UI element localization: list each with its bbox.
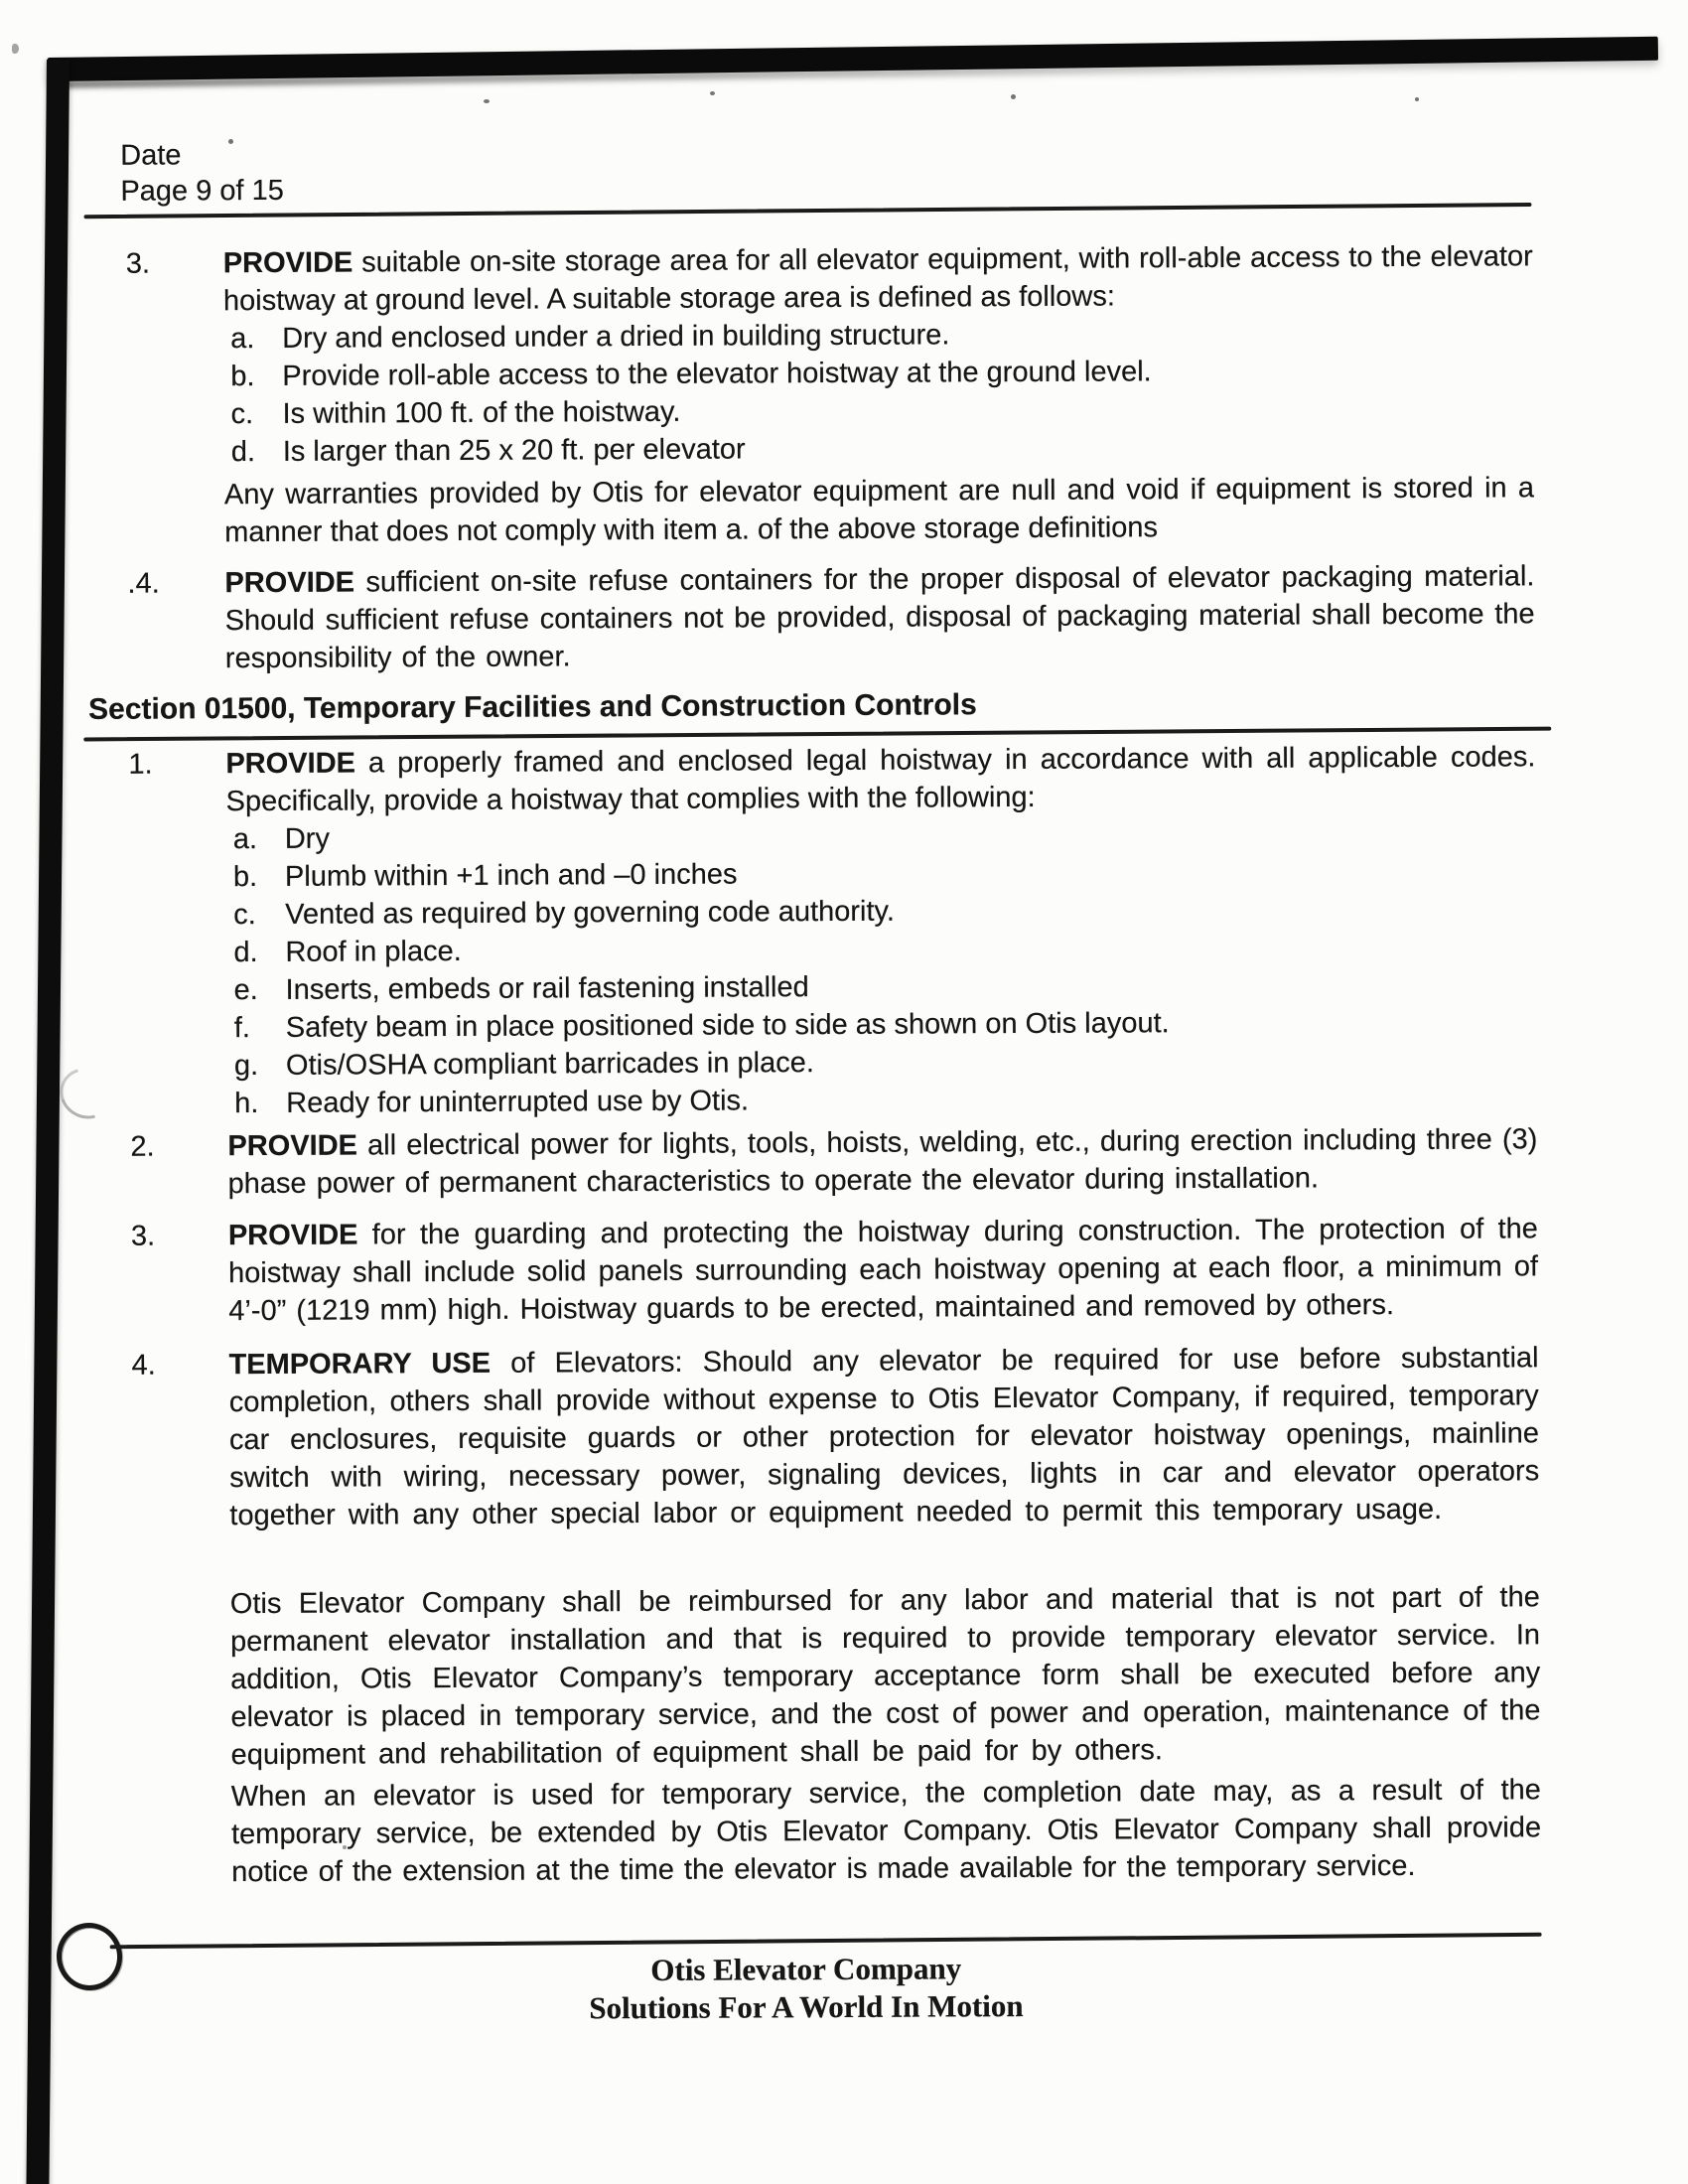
header-rule xyxy=(84,203,1532,218)
section-item-3 xyxy=(126,1210,1539,1330)
sub-item-b: b. Provide roll-able access to the elevator hoistway at the ground level. xyxy=(230,356,1152,393)
list-item-lead: PROVIDE xyxy=(222,246,353,280)
list-item-number: 2. xyxy=(130,1130,155,1163)
list-item-number: 1. xyxy=(128,748,153,781)
section-item-2 xyxy=(125,1120,1537,1203)
sub-item-d: d. Roof in place. xyxy=(233,935,462,969)
list-item-lead: PROVIDE xyxy=(227,1219,358,1252)
scan-edge-left xyxy=(26,60,70,2184)
temporary-service-paragraph: When an elevator is used for temporary service, the completion date may, as a result of the temporary service, be extended by Otis Elevator Company. Otis Elevator Company shall provide notice of the extension at the time the elevator is made available for the temporary service. xyxy=(230,1774,1542,1889)
sub-item-d: d. Is larger than 25 x 20 ft. per elevator xyxy=(230,433,746,469)
footer-rule xyxy=(110,1933,1542,1950)
sub-item-f: f. Safety beam in place positioned side to side as shown on Otis layout. xyxy=(233,1007,1170,1045)
sub-item-h: h. Ready for uninterrupted use by Otis. xyxy=(234,1085,750,1120)
sub-item-b: b. Plumb within +1 inch and –0 inches xyxy=(232,858,738,894)
section-item-4 xyxy=(126,1339,1539,1534)
header-date-label: Date xyxy=(120,139,182,172)
warranty-note: Any warranties provided by Otis for elevator equipment are null and void if equipment is stored in a manner that does not comply with item a. of the above storage definitions xyxy=(223,472,1535,549)
list-item-text: PROVIDE for the guarding and protecting the hoistway during construction. The protection of the hoistway shall include solid panels surrounding each hoistway opening at each floor, a minimum of 4’-0” (1219 mm) high. Hoistway guards to be erected, maintained and removed by others. xyxy=(227,1213,1539,1328)
sub-item-e: e. Inserts, embeds or rail fastening installed xyxy=(233,971,809,1007)
list-item-number: 4. xyxy=(131,1349,156,1382)
reimbursement-paragraph: Otis Elevator Company shall be reimbursed for any labor and material that is not part of the permanent elevator installation and that is required to provide temporary elevator service. In addition, Otis Elevator Company’s temporary acceptance form shall be executed before any elevator is placed in temporary service, and the cost of power and operation, maintenance of the equipment and rehabilitation of equipment shall be paid for by others. xyxy=(229,1581,1541,1772)
list-item-text: PROVIDE suitable on-site storage area for all elevator equipment, with roll-able access to the elevator hoistway at ground level. A suitable storage area is defined as follows: xyxy=(222,240,1533,318)
list-item-lead: PROVIDE xyxy=(227,1129,358,1163)
list-item-text: PROVIDE sufficient on-site refuse containers for the proper disposal of elevator packaging material. Should sufficient refuse containers not be provided, disposal of packaging material shall become the responsibility of the owner. xyxy=(224,560,1535,675)
header-page-number: Page 9 of 15 xyxy=(120,174,284,208)
footer-tagline: Solutions For A World In Motion xyxy=(589,1987,1024,2026)
list-item-text: PROVIDE a properly framed and enclosed legal hoistway in accordance with all applicable codes. Specifically, provide a hoistway that complies with the following: xyxy=(225,741,1536,818)
list-item-text: PROVIDE all electrical power for lights, tools, hoists, welding, etc., during erection including three (3) phase power of permanent characteristics to operate the elevator during installation. xyxy=(227,1123,1538,1201)
list-item-lead: PROVIDE xyxy=(224,566,355,600)
scan-mark-squiggle xyxy=(51,1059,121,1127)
footer-company-name: Otis Elevator Company xyxy=(650,1951,962,1987)
sub-item-c: c. Is within 100 ft. of the hoistway. xyxy=(230,395,681,431)
list-item-3 xyxy=(121,237,1534,471)
list-item-lead: PROVIDE xyxy=(225,747,356,781)
section-item-1 xyxy=(123,738,1537,1122)
list-item-text: TEMPORARY USE of Elevators: Should any elevator be required for use before substantial completion, others shall provide without expense to Otis Elevator Company, if required, temporary car enclosures, requisite guards or other protection for elevator hoistway openings, mainline switch with wiring, necessary power, signaling devices, lights in car and elevator operators together with any other special labor or equipment needed to permit this temporary usage. xyxy=(228,1342,1540,1532)
sub-item-c: c. Vented as required by governing code authority. xyxy=(233,895,895,932)
list-item-4 xyxy=(122,557,1535,677)
section-heading: Section 01500, Temporary Facilities and Construction Controls xyxy=(88,688,977,726)
scan-speck xyxy=(12,44,19,54)
page-content xyxy=(88,0,1542,2184)
sub-item-a: a. Dry and enclosed under a dried in building structure. xyxy=(230,319,950,356)
list-item-number: 3. xyxy=(130,1220,156,1252)
list-item-number: 3. xyxy=(125,247,151,280)
list-item-number: .4. xyxy=(127,567,160,600)
sub-item-g: g. Otis/OSHA compliant barricades in place. xyxy=(233,1047,814,1083)
list-item-lead: TEMPORARY USE xyxy=(228,1347,492,1382)
sub-item-a: a. Dry xyxy=(232,822,331,856)
